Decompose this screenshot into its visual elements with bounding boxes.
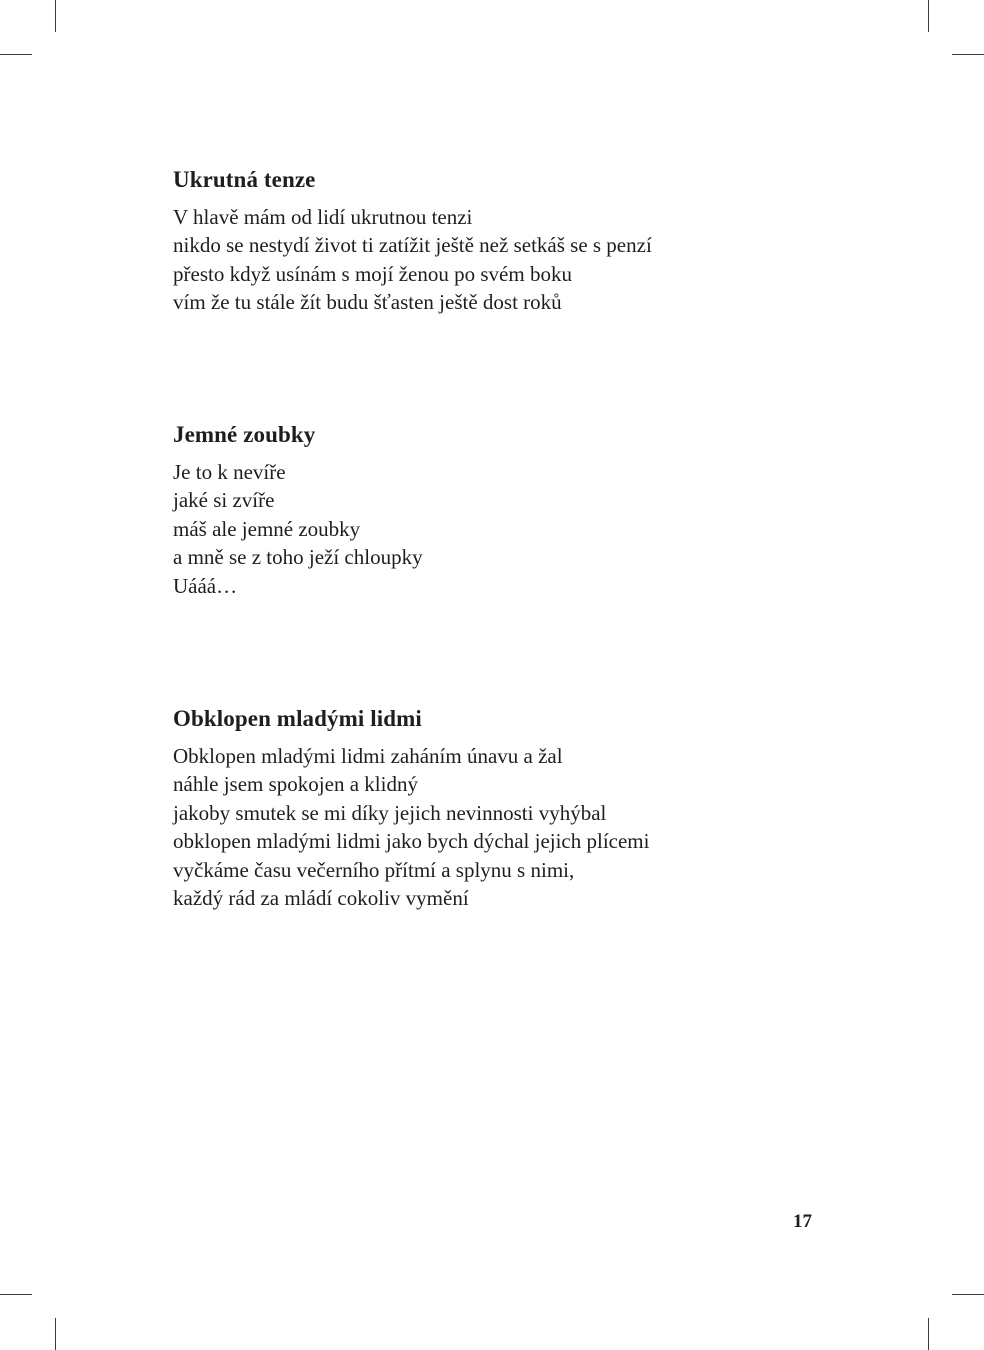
poem-verse [173,458,813,600]
poem-line: Je to k nevíře [173,460,286,484]
crop-mark-bottom-right-horizontal [952,1294,984,1295]
poem-line: jakoby smutek se mi díky jejich nevinnosti vyhýbal [173,800,607,825]
poem-title: Ukrutná tenze [173,167,316,192]
page-number: 17 [793,1211,812,1232]
poem-line: vyčkáme času večerního přítmí a splynu s nimi, [173,857,575,882]
poem-line: přesto když usínám s mojí ženou po svém boku [173,261,572,286]
poem-line: náhle jsem spokojen a klidný [173,772,418,797]
poem-line: V hlavě mám od lidí ukrutnou tenzi [173,205,473,229]
poem-line: Obklopen mladými lidmi zaháním únavu a žal [173,744,563,768]
crop-mark-top-left-horizontal [0,54,32,55]
poem-verse [173,742,813,912]
poem-title: Obklopen mladými lidmi [173,706,422,731]
poem-verse [173,203,813,317]
crop-mark-bottom-left-horizontal [0,1294,32,1295]
poem-line: každý rád za mládí cokoliv vymění [173,886,469,911]
crop-mark-top-right-horizontal [952,54,984,55]
poem-jemne-zoubky [173,421,813,600]
crop-mark-bottom-left-vertical [55,1318,56,1350]
poem-obklopen-mladymi-lidmi [173,705,813,912]
poem-line: Uááá… [173,573,238,598]
poem-line: obklopen mladými lidmi jako bych dýchal jejich plícemi [173,829,650,854]
poem-ukrutna-tenze [173,166,813,317]
poem-line: vím že tu stále žít budu šťasten ještě dost roků [173,290,562,315]
poem-line: nikdo se nestydí život ti zatížit ještě než setkáš se s penzí [173,233,652,258]
crop-mark-top-right-vertical [928,0,929,32]
crop-mark-top-left-vertical [55,0,56,32]
crop-mark-bottom-right-vertical [928,1318,929,1350]
poem-line: máš ale jemné zoubky [173,516,361,541]
poem-line: jaké si zvíře [173,488,275,513]
poem-title: Jemné zoubky [173,422,316,447]
poem-line: a mně se z toho ježí chloupky [173,545,423,570]
